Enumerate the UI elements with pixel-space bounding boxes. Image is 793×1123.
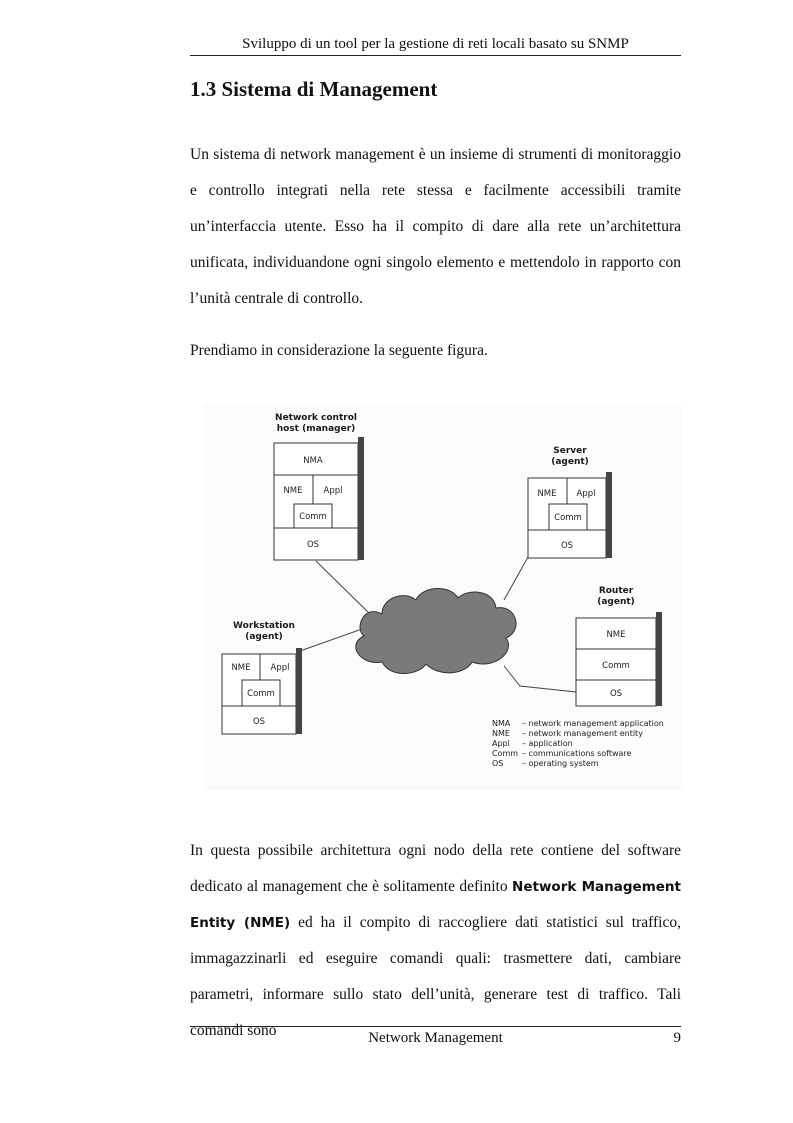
nme-text-before: In questa possibile architettura ogni nodo della rete contiene del software dedicato al management che è solitamente definito: [190, 842, 681, 895]
paragraph-intro: Un sistema di network management è un insieme di strumenti di monitoraggio e controllo integrati nella rete stessa e facilmente accessibili tramite un’interfaccia utente. Esso ha il compito di dare alla rete un’architettura unificata, individuandone ogni singolo elemento e mettendolo in rapporto con l’unità centrale di controllo.: [190, 146, 681, 307]
running-head: Sviluppo di un tool per la gestione di reti locali basato su SNMP: [190, 35, 681, 56]
legend-abbr: NMA: [492, 719, 511, 728]
manager-nme-label: NME: [283, 486, 303, 496]
link-manager-cloud: [316, 561, 372, 616]
manager-appl-label: Appl: [323, 486, 343, 496]
manager-node: [274, 437, 364, 560]
link-router-cloud: [504, 666, 576, 692]
router-os-label: OS: [609, 689, 623, 699]
server-title-line1: Server: [553, 446, 587, 456]
legend-abbr: OS: [492, 759, 504, 768]
section-title: 1.3 Sistema di Management: [190, 77, 438, 101]
workstation-os-label: OS: [252, 717, 266, 727]
legend-abbr: Comm: [492, 749, 519, 758]
legend-desc: – application: [522, 739, 573, 748]
legend-desc: – network management application: [522, 719, 664, 728]
legend-desc: – network management entity: [522, 729, 643, 738]
manager-nma-label: NMA: [303, 456, 323, 466]
manager-title-line2: host (manager): [276, 424, 356, 434]
server-node: [528, 472, 612, 558]
network-management-figure: [204, 404, 682, 790]
network-cloud: [356, 588, 516, 673]
footer-rule: [190, 1026, 681, 1027]
router-comm-label: Comm: [602, 661, 630, 671]
router-title-line1: Router: [598, 586, 634, 596]
manager-comm-label: Comm: [299, 512, 327, 522]
router-nme-label: NME: [606, 630, 626, 640]
server-os-label: OS: [560, 541, 574, 551]
server-nme-label: NME: [537, 489, 557, 499]
workstation-appl-label: Appl: [270, 663, 290, 673]
page-number: 9: [673, 1030, 681, 1046]
footer-title: Network Management: [368, 1030, 503, 1046]
legend-abbr: Appl: [492, 739, 510, 748]
link-workstation-cloud: [300, 629, 362, 651]
server-comm-label: Comm: [554, 513, 582, 523]
router-title-line2: (agent): [597, 597, 635, 607]
workstation-title-line2: (agent): [245, 632, 283, 642]
workstation-nme-label: NME: [231, 663, 251, 673]
server-title-line2: (agent): [551, 457, 589, 467]
link-server-cloud: [504, 557, 528, 600]
manager-title-line1: Network control: [275, 413, 357, 423]
nme-text-after: ed ha il compito di raccogliere dati statistici sul traffico, immagazzinarli ed eseguire comandi quali: trasmettere dati, cambiare parametri, informare sullo stato dell’unità, generare test di traffico. Tali comandi sono: [190, 914, 681, 1039]
server-appl-label: Appl: [576, 489, 596, 499]
figure-legend: [492, 719, 664, 768]
legend-abbr: NME: [492, 729, 510, 738]
router-node: [576, 612, 662, 706]
legend-desc: – operating system: [522, 759, 599, 768]
paragraph-figure-reference: Prendiamo in considerazione la seguente figura.: [190, 342, 488, 359]
legend-desc: – communications software: [522, 749, 632, 758]
workstation-title-line1: Workstation: [233, 621, 295, 631]
nme-bold-term: Network Management Entity (NME): [190, 879, 681, 931]
manager-os-label: OS: [306, 540, 320, 550]
workstation-comm-label: Comm: [247, 689, 275, 699]
workstation-node: [222, 648, 302, 734]
paragraph-nme-description: [190, 833, 681, 1049]
